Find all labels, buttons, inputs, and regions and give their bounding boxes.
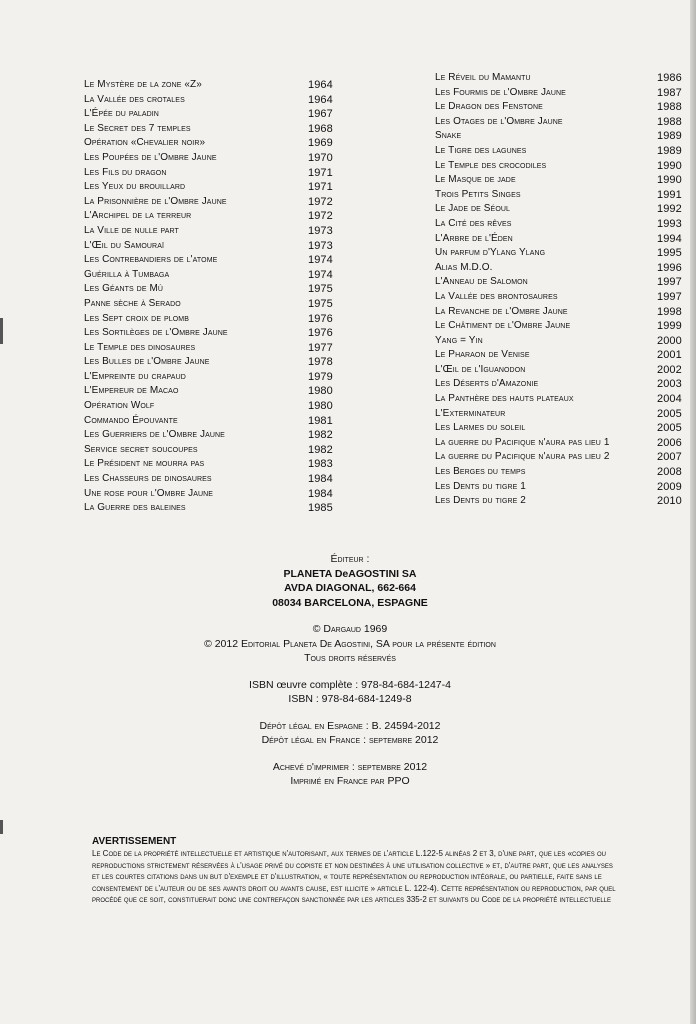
title-entry (84, 136, 344, 151)
title-list-right (435, 71, 695, 509)
title-year: 1968 (308, 122, 333, 135)
warning-line: consentement de l'auteur ou de ses avants droit ou avants cause, est illicite » article L. 122-4). Cette représentation ou reproduction, par quel (92, 883, 616, 893)
title-year: 1997 (657, 276, 682, 289)
title-entry (435, 465, 695, 480)
title-name: Le Jade de Séoul (435, 203, 511, 215)
title-name: Le Tigre des lagunes (435, 144, 527, 156)
title-year: 1980 (308, 400, 333, 413)
title-name: Les Sortilèges de l'Ombre Jaune (84, 327, 228, 339)
title-entry (435, 290, 695, 305)
title-entry (84, 122, 344, 137)
publisher-label: Éditeur : (330, 553, 370, 565)
title-name: La guerre du Pacifique n'aura pas lieu 2 (435, 451, 610, 463)
warning-line: et les courtes citations dans un but d'exemple et d'illustration, « toute représentation ou reproduction intégrale, ou partielle, faite sans le (92, 872, 602, 881)
title-entry (435, 129, 695, 144)
title-year: 1976 (308, 312, 333, 325)
title-entry (84, 151, 344, 166)
title-name: Panne sèche à Serado (84, 297, 181, 309)
title-year: 1971 (308, 166, 333, 179)
isbn-volume: ISBN : 978-84-684-1249-8 (288, 693, 412, 705)
warning-line: procédé que ce soit, constituerait donc une contrefaçon sanctionnée par les articles 335-2 et suivants du Code de la propriété intellectuelle (92, 895, 611, 904)
title-entry (435, 217, 695, 232)
title-entry (435, 232, 695, 247)
title-name: Trois Petits Singes (435, 188, 521, 200)
warning-line: reproductions strictement réservées à l'usage privé du copiste et non destinées à une utilisation collective » et, d'autre part, que les analyses (92, 860, 613, 870)
title-name: L'Archipel de la terreur (84, 210, 192, 222)
title-entry (435, 480, 695, 495)
title-list-left (84, 78, 344, 516)
title-name: La Guerre des baleines (84, 502, 186, 514)
title-entry (435, 86, 695, 101)
title-name: L'Exterminateur (435, 407, 506, 419)
title-entry (435, 173, 695, 188)
title-name: Le Secret des 7 temples (84, 122, 191, 134)
title-name: Une rose pour l'Ombre Jaune (84, 487, 214, 499)
title-year: 1982 (308, 429, 333, 442)
title-name: Les Sept croix de plomb (84, 312, 189, 324)
title-name: Le Dragon des Fenstone (435, 101, 543, 113)
title-year: 2008 (657, 466, 682, 479)
printing-date: Achevé d'imprimer : septembre 2012 (272, 760, 428, 773)
title-name: Les Contrebandiers de l'atome (84, 254, 218, 266)
title-entry (435, 71, 695, 86)
title-year: 1972 (308, 210, 333, 223)
title-entry (435, 348, 695, 363)
title-name: Les Fils du dragon (84, 166, 167, 178)
title-name: Les Larmes du soleil (435, 422, 526, 434)
title-entry (435, 305, 695, 320)
title-year: 1964 (308, 79, 333, 91)
title-year: 1973 (308, 239, 333, 252)
title-year: 1964 (308, 93, 333, 106)
title-entry (84, 224, 344, 239)
title-year: 2005 (657, 422, 682, 435)
title-year: 1973 (308, 224, 333, 237)
title-year: 1977 (308, 341, 333, 354)
title-name: Les Fourmis de l'Ombre Jaune (435, 86, 566, 98)
title-year: 2002 (657, 363, 682, 376)
title-year: 2009 (657, 480, 682, 493)
publisher-address-2: 08034 BARCELONA, ESPAGNE (272, 596, 428, 609)
printer: Imprimé en France par PPO (290, 775, 410, 787)
title-name: La Cité des rêves (435, 217, 512, 229)
warning-title: AVERTISSEMENT (92, 836, 177, 847)
title-name: Le Pharaon de Venise (435, 349, 530, 361)
title-year: 1992 (657, 203, 682, 216)
title-entry (435, 319, 695, 334)
title-name: Les Dents du tigre 1 (435, 480, 526, 492)
copyright-original: © Dargaud 1969 (312, 623, 388, 635)
title-year: 2004 (657, 393, 682, 406)
title-entry (84, 93, 344, 108)
title-entry (435, 202, 695, 217)
title-name: Le Président ne mourra pas (84, 458, 205, 470)
title-entry (435, 450, 695, 465)
title-name: Le Réveil du Mamantu (435, 72, 531, 83)
title-name: Les Déserts d'Amazonie (435, 378, 539, 390)
title-entry (84, 341, 344, 356)
title-year: 2000 (657, 334, 682, 347)
title-entry (84, 428, 344, 443)
title-name: La Panthère des hauts plateaux (435, 393, 574, 405)
left-margin-mark (0, 820, 3, 834)
title-entry (84, 457, 344, 472)
title-name: Les Yeux du brouillard (84, 181, 186, 193)
title-name: Alias M.D.O. (435, 261, 493, 273)
title-year: 1972 (308, 195, 333, 208)
title-name: Snake (435, 130, 462, 142)
title-name: Guérilla à Tumbaga (84, 268, 170, 280)
title-entry (84, 268, 344, 283)
title-entry (84, 180, 344, 195)
title-entry (84, 312, 344, 327)
title-entry (84, 472, 344, 487)
title-entry (435, 275, 695, 290)
title-entry (84, 253, 344, 268)
title-entry (84, 399, 344, 414)
title-entry (84, 297, 344, 312)
title-name: Service secret soucoupes (84, 443, 198, 455)
title-name: Un parfum d'Ylang Ylang (435, 247, 546, 259)
title-year: 1994 (657, 232, 682, 245)
title-year: 1995 (657, 247, 682, 260)
title-year: 2007 (657, 451, 682, 464)
title-year: 1978 (308, 356, 333, 369)
title-year: 1999 (657, 320, 682, 333)
title-name: Le Temple des dinosaures (84, 341, 196, 353)
title-year: 1975 (308, 283, 333, 296)
title-entry (84, 355, 344, 370)
title-name: La Vallée des brontosaures (435, 290, 558, 302)
title-year: 1980 (308, 385, 333, 398)
title-name: Les Guerriers de l'Ombre Jaune (84, 429, 225, 441)
title-entry (435, 100, 695, 115)
title-year: 1984 (308, 473, 333, 486)
title-year: 1985 (308, 502, 333, 515)
title-year: 1989 (657, 144, 682, 157)
title-entry (435, 115, 695, 130)
title-year: 1990 (657, 174, 682, 187)
title-entry (435, 392, 695, 407)
title-name: L'Empreinte du crapaud (84, 370, 186, 382)
title-entry (84, 282, 344, 297)
title-year: 1982 (308, 443, 333, 456)
title-entry (84, 195, 344, 210)
title-year: 1976 (308, 327, 333, 340)
title-entry (435, 407, 695, 422)
publisher-name: PLANETA DeAGOSTINI SA (283, 567, 417, 580)
title-year: 1990 (657, 159, 682, 172)
title-name: Commando Épouvante (84, 414, 178, 426)
legal-deposit-france: Dépôt légal en France : septembre 2012 (261, 734, 439, 746)
title-year: 2005 (657, 407, 682, 420)
title-entry (84, 78, 344, 93)
title-name: Le Châtiment de l'Ombre Jaune (435, 320, 571, 332)
title-name: Les Bulles de l'Ombre Jaune (84, 356, 210, 368)
title-name: L'Anneau de Salomon (435, 276, 528, 288)
title-entry (435, 144, 695, 159)
title-year: 1981 (308, 414, 333, 427)
title-year: 1987 (657, 86, 682, 99)
title-name: La Prisonnière de l'Ombre Jaune (84, 195, 227, 207)
title-name: La Revanche de l'Ombre Jaune (435, 305, 568, 317)
title-entry (435, 188, 695, 203)
title-name: Les Poupées de l'Ombre Jaune (84, 151, 217, 163)
title-entry (435, 159, 695, 174)
title-name: L'Œil de l'Iguanodon (435, 363, 526, 375)
title-name: Les Dents du tigre 2 (435, 495, 526, 507)
title-year: 1967 (308, 108, 333, 121)
isbn-complete: ISBN œuvre complète : 978-84-684-1247-4 (249, 678, 451, 691)
title-year: 1974 (308, 254, 333, 267)
legal-deposit-spain: Dépôt légal en Espagne : B. 24594-2012 (259, 719, 441, 732)
title-year: 1988 (657, 101, 682, 114)
title-year: 1993 (657, 217, 682, 230)
title-entry (435, 377, 695, 392)
title-name: Le Temple des crocodiles (435, 159, 547, 171)
title-entry (84, 384, 344, 399)
title-year: 1984 (308, 487, 333, 500)
title-name: La Ville de nulle part (84, 224, 179, 236)
title-year: 2010 (657, 495, 682, 508)
title-entry (435, 246, 695, 261)
title-entry (84, 326, 344, 341)
title-entry (84, 443, 344, 458)
title-name: Le Masque de jade (435, 174, 516, 186)
title-year: 2006 (657, 436, 682, 449)
title-name: L'Empereur de Macao (84, 385, 179, 397)
title-entry (435, 334, 695, 349)
title-name: Opération «Chevalier noir» (84, 137, 206, 149)
title-name: L'Œil du Samouraï (84, 239, 165, 251)
title-year: 1996 (657, 261, 682, 274)
title-name: L'Épée du paladin (84, 108, 159, 120)
title-year: 1989 (657, 130, 682, 143)
title-year: 1979 (308, 370, 333, 383)
title-entry (84, 209, 344, 224)
title-name: Yang = Yin (435, 334, 483, 346)
title-year: 1970 (308, 151, 333, 164)
title-name: Les Géants de Mû (84, 283, 164, 295)
title-name: Opération Wolf (84, 400, 155, 412)
rights-reserved: Tous droits réservés (304, 652, 396, 664)
title-year: 1983 (308, 458, 333, 471)
title-entry (435, 436, 695, 451)
title-entry (84, 487, 344, 502)
legal-warning (92, 836, 696, 906)
title-name: L'Arbre de l'Éden (435, 232, 513, 244)
title-name: La guerre du Pacifique n'aura pas lieu 1 (435, 436, 610, 448)
title-entry (84, 239, 344, 254)
title-year: 1975 (308, 297, 333, 310)
title-year: 2003 (657, 378, 682, 391)
title-entry (84, 107, 344, 122)
title-year: 1986 (657, 72, 682, 84)
title-year: 1998 (657, 305, 682, 318)
title-entry (435, 261, 695, 276)
title-entry (84, 166, 344, 181)
title-year: 1971 (308, 181, 333, 194)
title-entry (435, 363, 695, 378)
publisher-address-1: AVDA DIAGONAL, 662-664 (284, 582, 416, 594)
title-year: 1991 (657, 188, 682, 201)
credits-block (150, 552, 550, 789)
left-margin-mark (0, 318, 3, 344)
title-entry (84, 501, 344, 516)
title-entry (84, 414, 344, 429)
title-year: 1969 (308, 137, 333, 150)
title-name: Les Berges du temps (435, 466, 526, 478)
title-year: 2001 (657, 349, 682, 362)
title-year: 1988 (657, 115, 682, 128)
title-entry (435, 421, 695, 436)
title-entry (435, 494, 695, 509)
title-entry (84, 370, 344, 385)
title-name: La Vallée des crotales (84, 93, 185, 105)
title-name: Les Otages de l'Ombre Jaune (435, 115, 563, 127)
title-year: 1974 (308, 268, 333, 281)
copyright-edition: © 2012 Editorial Planeta De Agostini, SA pour la présente édition (204, 637, 496, 650)
warning-line: Le Code de la propriété intellectuelle et artistique n'autorisant, aux termes de l'article L.122-5 alinéas 2 et 3, d'une part, que les «copies ou (92, 849, 606, 858)
title-name: Les Chasseurs de dinosaures (84, 473, 212, 485)
title-year: 1997 (657, 290, 682, 303)
title-name: Le Mystère de la zone «Z» (84, 79, 202, 90)
